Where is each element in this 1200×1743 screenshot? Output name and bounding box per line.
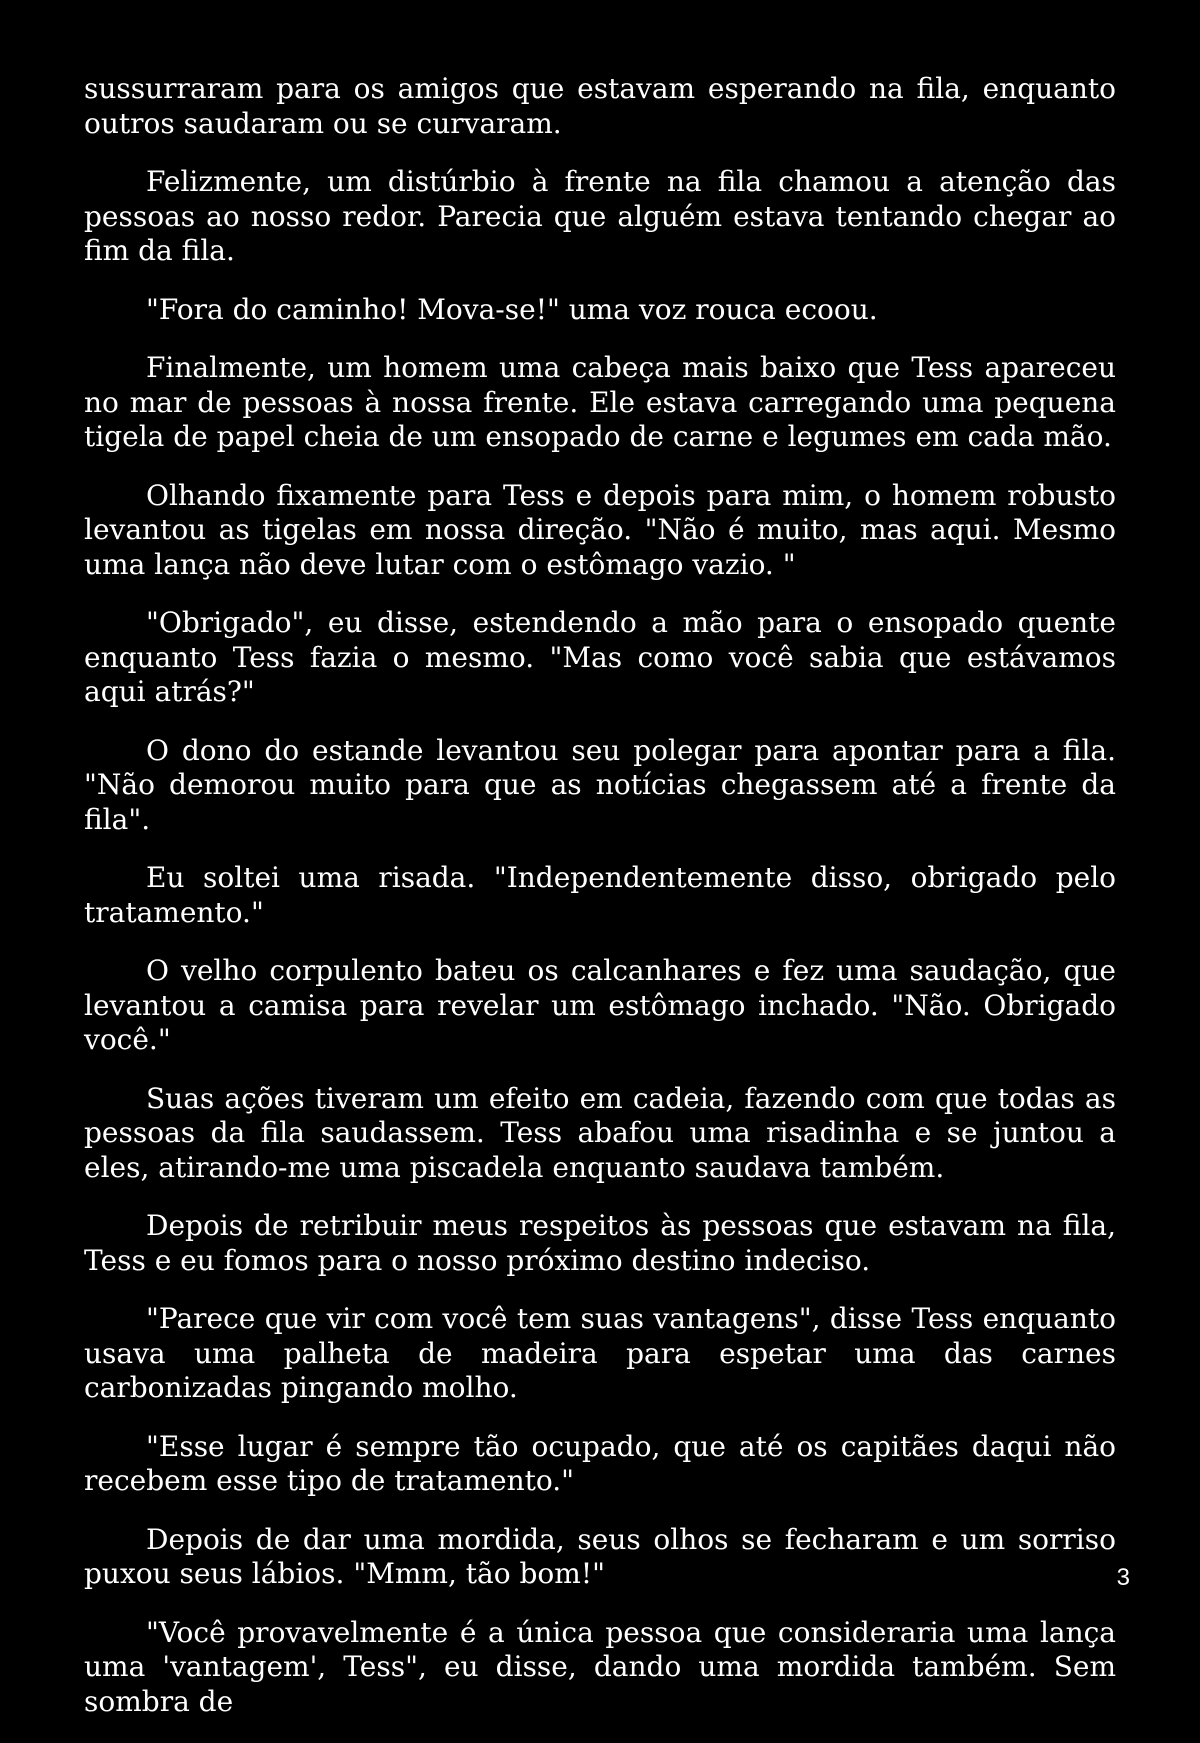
- paragraph-14: Depois de dar uma mordida, seus olhos se fecharam e um sorriso puxou seus lábios. "Mmm, tão bom!": [84, 1522, 1116, 1590]
- page-number: 3: [1116, 1564, 1130, 1591]
- paragraph-11: Depois de retribuir meus respeitos às pessoas que estavam na fila, Tess e eu fomos para o nosso próximo destino indeciso.: [84, 1209, 1116, 1277]
- paragraph-13: "Esse lugar é sempre tão ocupado, que até os capitães daqui não recebem esse tipo de tratamento.": [84, 1429, 1116, 1497]
- paragraph-8: Eu soltei uma risada. "Independentemente disso, obrigado pelo tratamento.": [84, 861, 1116, 929]
- paragraph-4: Finalmente, um homem uma cabeça mais baixo que Tess apareceu no mar de pessoas à nossa frente. Ele estava carregando uma pequena tigela de papel cheia de um ensopado de carne e legumes em cada mão.: [84, 351, 1116, 453]
- paragraph-12: "Parece que vir com você tem suas vantagens", disse Tess enquanto usava uma palheta de madeira para espetar uma das carnes carbonizadas pingando molho.: [84, 1302, 1116, 1404]
- page-body: [84, 72, 1116, 1743]
- paragraph-6: "Obrigado", eu disse, estendendo a mão para o ensopado quente enquanto Tess fazia o mesmo. "Mas como você sabia que estávamos aqui atrás?": [84, 606, 1116, 708]
- paragraph-5: Olhando fixamente para Tess e depois para mim, o homem robusto levantou as tigelas em nossa direção. "Não é muito, mas aqui. Mesmo uma lança não deve lutar com o estômago vazio. ": [84, 478, 1116, 581]
- paragraph-9: O velho corpulento bateu os calcanhares e fez uma saudação, que levantou a camisa para revelar um estômago inchado. "Não. Obrigado você.": [84, 954, 1116, 1056]
- paragraph-10: Suas ações tiveram um efeito em cadeia, fazendo com que todas as pessoas da fila saudassem. Tess abafou uma risadinha e se juntou a eles, atirando-me uma piscadela enquanto saudava também.: [84, 1081, 1116, 1184]
- paragraph-1: sussurraram para os amigos que estavam esperando na fila, enquanto outros saudaram ou se curvaram.: [84, 72, 1116, 140]
- paragraph-7: O dono do estande levantou seu polegar para apontar para a fila. "Não demorou muito para que as notícias chegassem até a frente da fila".: [84, 733, 1116, 836]
- paragraph-15: "Você provavelmente é a única pessoa que consideraria uma lança uma 'vantagem', Tess", eu disse, dando uma mordida também. Sem sombra de: [84, 1615, 1116, 1718]
- paragraph-3: "Fora do caminho! Mova-se!" uma voz rouca ecoou.: [146, 292, 878, 326]
- paragraph-2: Felizmente, um distúrbio à frente na fila chamou a atenção das pessoas ao nosso redor. Parecia que alguém estava tentando chegar ao fim da fila.: [84, 165, 1116, 267]
